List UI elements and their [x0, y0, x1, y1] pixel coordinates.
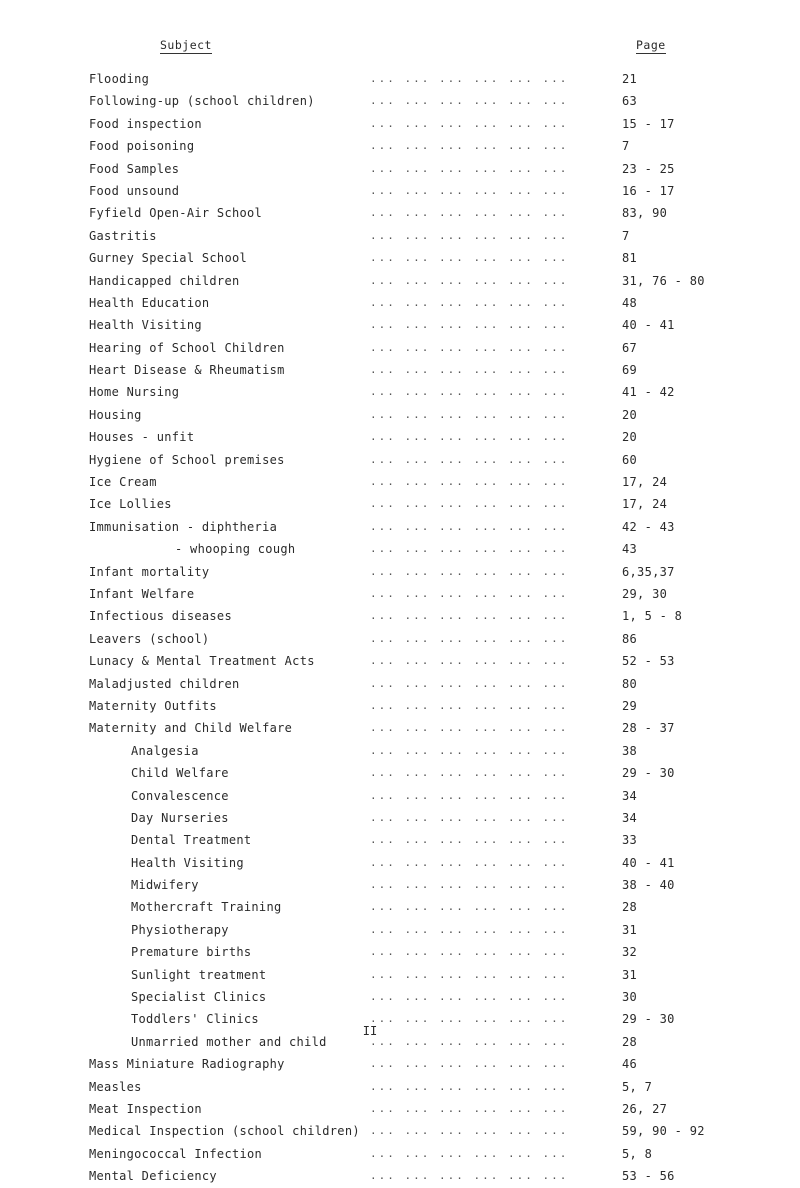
leader-dots: ... ... ... ... ... ...: [370, 206, 569, 220]
entry-subject: Immunisation - diphtheria: [89, 519, 278, 534]
index-entry: [0, 180, 800, 202]
entry-page: 15 - 17: [622, 116, 675, 131]
leader-dots: ... ... ... ... ... ...: [370, 1169, 569, 1183]
index-entry: [0, 561, 800, 583]
leader-dots: ... ... ... ... ... ...: [370, 363, 569, 377]
index-entry: [0, 1143, 800, 1165]
entry-subject: Physiotherapy: [131, 922, 229, 937]
index-entry: [0, 381, 800, 403]
index-entry: [0, 807, 800, 829]
entry-subject: Ice Lollies: [89, 497, 172, 512]
index-entry: [0, 135, 800, 157]
leader-dots: ... ... ... ... ... ...: [370, 475, 569, 489]
leader-dots: ... ... ... ... ... ...: [370, 810, 569, 824]
entry-page: 29 - 30: [622, 1012, 675, 1027]
leader-dots: ... ... ... ... ... ...: [370, 430, 569, 444]
entry-subject: Specialist Clinics: [131, 990, 267, 1005]
index-entry: [0, 762, 800, 784]
index-entry: [0, 493, 800, 515]
entry-subject: Infectious diseases: [89, 609, 232, 624]
entry-subject: Food inspection: [89, 116, 202, 131]
subject-column-header: Subject: [160, 38, 212, 52]
leader-dots: ... ... ... ... ... ...: [370, 833, 569, 847]
index-entry: [0, 68, 800, 90]
leader-dots: ... ... ... ... ... ...: [370, 251, 569, 265]
index-entry: [0, 740, 800, 762]
leader-dots: ... ... ... ... ... ...: [370, 407, 569, 421]
entry-page: 17, 24: [622, 475, 668, 490]
leader-dots: ... ... ... ... ... ...: [370, 766, 569, 780]
leader-dots: ... ... ... ... ... ...: [370, 631, 569, 645]
entry-subject: Child Welfare: [131, 766, 229, 781]
index-entry: [0, 1120, 800, 1142]
entry-subject: Day Nurseries: [131, 810, 229, 825]
leader-dots: ... ... ... ... ... ...: [370, 116, 569, 130]
leader-dots: ... ... ... ... ... ...: [370, 564, 569, 578]
index-entry: [0, 449, 800, 471]
leader-dots: ... ... ... ... ... ...: [370, 139, 569, 153]
entry-subject: Health Visiting: [89, 318, 202, 333]
entry-page: 32: [622, 945, 638, 960]
entry-page: 30: [622, 990, 638, 1005]
leader-dots: ... ... ... ... ... ...: [370, 1079, 569, 1093]
entry-subject: Hearing of School Children: [89, 340, 285, 355]
leader-dots: ... ... ... ... ... ...: [370, 721, 569, 735]
entry-subject: Handicapped children: [89, 273, 240, 288]
index-entry: [0, 896, 800, 918]
leader-dots: ... ... ... ... ... ...: [370, 183, 569, 197]
entry-page: 29, 30: [622, 586, 668, 601]
index-entry: [0, 583, 800, 605]
leader-dots: ... ... ... ... ... ...: [370, 855, 569, 869]
leader-dots: ... ... ... ... ... ...: [370, 743, 569, 757]
entry-page: 38: [622, 743, 638, 758]
entry-subject: Infant Welfare: [89, 586, 195, 601]
entry-page: 28 - 37: [622, 721, 675, 736]
index-entry: [0, 516, 800, 538]
index-entry: [0, 785, 800, 807]
entry-page: 60: [622, 452, 638, 467]
index-entry: [0, 986, 800, 1008]
index-entry: [0, 1076, 800, 1098]
entry-subject: Following-up (school children): [89, 94, 315, 109]
entry-page: 31, 76 - 80: [622, 273, 705, 288]
index-entry: [0, 650, 800, 672]
entry-page: 20: [622, 407, 638, 422]
index-entry: [0, 314, 800, 336]
entry-subject: Mental Deficiency: [89, 1169, 217, 1184]
entry-subject: Premature births: [131, 945, 252, 960]
entry-subject: Toddlers' Clinics: [131, 1012, 259, 1027]
leader-dots: ... ... ... ... ... ...: [370, 1124, 569, 1138]
leader-dots: ... ... ... ... ... ...: [370, 967, 569, 981]
entry-page: 5, 7: [622, 1079, 653, 1094]
leader-dots: ... ... ... ... ... ...: [370, 72, 569, 85]
entry-subject: Houses - unfit: [89, 430, 195, 445]
entry-page: 53 - 56: [622, 1169, 675, 1184]
entry-subject: Meningococcal Infection: [89, 1146, 263, 1161]
index-entry: [0, 225, 800, 247]
entry-page: 28: [622, 900, 638, 915]
entry-subject: Convalescence: [131, 788, 229, 803]
index-entry: [0, 90, 800, 112]
entry-subject: Mass Miniature Radiography: [89, 1057, 285, 1072]
entry-subject: Ice Cream: [89, 475, 157, 490]
entry-page: 17, 24: [622, 497, 668, 512]
index-entry: [0, 538, 800, 560]
entry-page: 21: [622, 72, 638, 86]
entry-page: 16 - 17: [622, 183, 675, 198]
leader-dots: ... ... ... ... ... ...: [370, 586, 569, 600]
entry-subject: Health Education: [89, 295, 210, 310]
leader-dots: ... ... ... ... ... ...: [370, 922, 569, 936]
leader-dots: ... ... ... ... ... ...: [370, 295, 569, 309]
leader-dots: ... ... ... ... ... ...: [370, 452, 569, 466]
page-column-header: Page: [636, 38, 666, 52]
index-entry: [0, 695, 800, 717]
leader-dots: ... ... ... ... ... ...: [370, 542, 569, 556]
leader-dots: ... ... ... ... ... ...: [370, 318, 569, 332]
entry-subject: Leavers (school): [89, 631, 210, 646]
leader-dots: ... ... ... ... ... ...: [370, 698, 569, 712]
index-entry: [0, 829, 800, 851]
entry-page: 34: [622, 810, 638, 825]
leader-dots: ... ... ... ... ... ...: [370, 654, 569, 668]
entry-page: 28: [622, 1034, 638, 1049]
entry-page: 7: [622, 228, 630, 243]
entry-subject: Hygiene of School premises: [89, 452, 285, 467]
entry-subject: Flooding: [89, 72, 150, 86]
leader-dots: ... ... ... ... ... ...: [370, 609, 569, 623]
entry-subject: Dental Treatment: [131, 833, 252, 848]
entry-subject: Gastritis: [89, 228, 157, 243]
entry-page: 86: [622, 631, 638, 646]
leader-dots: ... ... ... ... ... ...: [370, 990, 569, 1004]
entry-page: 69: [622, 363, 638, 378]
index-entry: [0, 941, 800, 963]
entry-page: 6,35,37: [622, 564, 675, 579]
entry-subject: Lunacy & Mental Treatment Acts: [89, 654, 315, 669]
entry-page: 38 - 40: [622, 878, 675, 893]
entry-page: 31: [622, 967, 638, 982]
entry-page: 52 - 53: [622, 654, 675, 669]
index-entry: [0, 717, 800, 739]
entry-subject: Maternity and Child Welfare: [89, 721, 293, 736]
entry-subject: Analgesia: [131, 743, 199, 758]
entry-page: 63: [622, 94, 638, 109]
index-entry: [0, 158, 800, 180]
index-entry: [0, 964, 800, 986]
index-entry: [0, 628, 800, 650]
index-entry: [0, 113, 800, 135]
entry-subject: - whooping cough: [175, 542, 296, 557]
index-entry: [0, 247, 800, 269]
entry-subject: Maladjusted children: [89, 676, 240, 691]
index-entry: [0, 874, 800, 896]
entry-page: 20: [622, 430, 638, 445]
leader-dots: ... ... ... ... ... ...: [370, 1146, 569, 1160]
leader-dots: ... ... ... ... ... ...: [370, 1012, 569, 1026]
entry-subject: Food unsound: [89, 183, 180, 198]
entry-page: 23 - 25: [622, 161, 675, 176]
entry-page: 34: [622, 788, 638, 803]
entry-subject: Food poisoning: [89, 139, 195, 154]
leader-dots: ... ... ... ... ... ...: [370, 228, 569, 242]
entry-page: 59, 90 - 92: [622, 1124, 705, 1139]
entry-page: 40 - 41: [622, 855, 675, 870]
entry-subject: Meat Inspection: [89, 1101, 202, 1116]
index-entry: [0, 426, 800, 448]
index-entry: [0, 1098, 800, 1120]
entry-subject: Medical Inspection (school children): [89, 1124, 360, 1139]
entry-page: 80: [622, 676, 638, 691]
page-number: II: [362, 1024, 378, 1038]
entry-subject: Sunlight treatment: [131, 967, 267, 982]
entry-subject: Infant mortality: [89, 564, 210, 579]
entry-page: 31: [622, 922, 638, 937]
leader-dots: ... ... ... ... ... ...: [370, 900, 569, 914]
index-entry: [0, 673, 800, 695]
index-entry: [0, 919, 800, 941]
entry-page: 81: [622, 251, 638, 266]
leader-dots: ... ... ... ... ... ...: [370, 519, 569, 533]
leader-dots: ... ... ... ... ... ...: [370, 273, 569, 287]
index-entry: [0, 1053, 800, 1075]
entry-subject: Health Visiting: [131, 855, 244, 870]
entry-subject: Gurney Special School: [89, 251, 248, 266]
index-entry: [0, 605, 800, 627]
leader-dots: ... ... ... ... ... ...: [370, 94, 569, 108]
leader-dots: ... ... ... ... ... ...: [370, 497, 569, 511]
entry-subject: Food Samples: [89, 161, 180, 176]
entry-page: 7: [622, 139, 630, 154]
entry-subject: Mothercraft Training: [131, 900, 282, 915]
leader-dots: ... ... ... ... ... ...: [370, 340, 569, 354]
index-entry: [0, 471, 800, 493]
leader-dots: ... ... ... ... ... ...: [370, 878, 569, 892]
entry-subject: Measles: [89, 1079, 142, 1094]
entry-subject: Heart Disease & Rheumatism: [89, 363, 285, 378]
entry-subject: Maternity Outfits: [89, 698, 217, 713]
entry-page: 29: [622, 698, 638, 713]
entry-page: 46: [622, 1057, 638, 1072]
leader-dots: ... ... ... ... ... ...: [370, 1057, 569, 1071]
entry-page: 48: [622, 295, 638, 310]
leader-dots: ... ... ... ... ... ...: [370, 161, 569, 175]
leader-dots: ... ... ... ... ... ...: [370, 1101, 569, 1115]
entry-subject: Midwifery: [131, 878, 199, 893]
index-entry: [0, 337, 800, 359]
entry-page: 5, 8: [622, 1146, 653, 1161]
entry-page: 26, 27: [622, 1101, 668, 1116]
entry-page: 43: [622, 542, 638, 557]
entry-page: 67: [622, 340, 638, 355]
index-list: [0, 68, 800, 1188]
index-entry: [0, 852, 800, 874]
index-entry: [0, 359, 800, 381]
index-entry: [0, 292, 800, 314]
entry-subject: Fyfield Open-Air School: [89, 206, 263, 221]
index-entry: [0, 1165, 800, 1187]
entry-page: 1, 5 - 8: [622, 609, 683, 624]
entry-page: 29 - 30: [622, 766, 675, 781]
index-entry: [0, 404, 800, 426]
entry-page: 33: [622, 833, 638, 848]
entry-subject: Housing: [89, 407, 142, 422]
entry-subject: Home Nursing: [89, 385, 180, 400]
leader-dots: ... ... ... ... ... ...: [370, 385, 569, 399]
leader-dots: ... ... ... ... ... ...: [370, 676, 569, 690]
entry-page: 40 - 41: [622, 318, 675, 333]
index-entry: [0, 270, 800, 292]
entry-page: 83, 90: [622, 206, 668, 221]
leader-dots: ... ... ... ... ... ...: [370, 945, 569, 959]
index-entry: [0, 202, 800, 224]
leader-dots: ... ... ... ... ... ...: [370, 788, 569, 802]
entry-page: 42 - 43: [622, 519, 675, 534]
leader-dots: ... ... ... ... ... ...: [370, 1034, 569, 1048]
entry-subject: Unmarried mother and child: [131, 1034, 327, 1049]
entry-page: 41 - 42: [622, 385, 675, 400]
